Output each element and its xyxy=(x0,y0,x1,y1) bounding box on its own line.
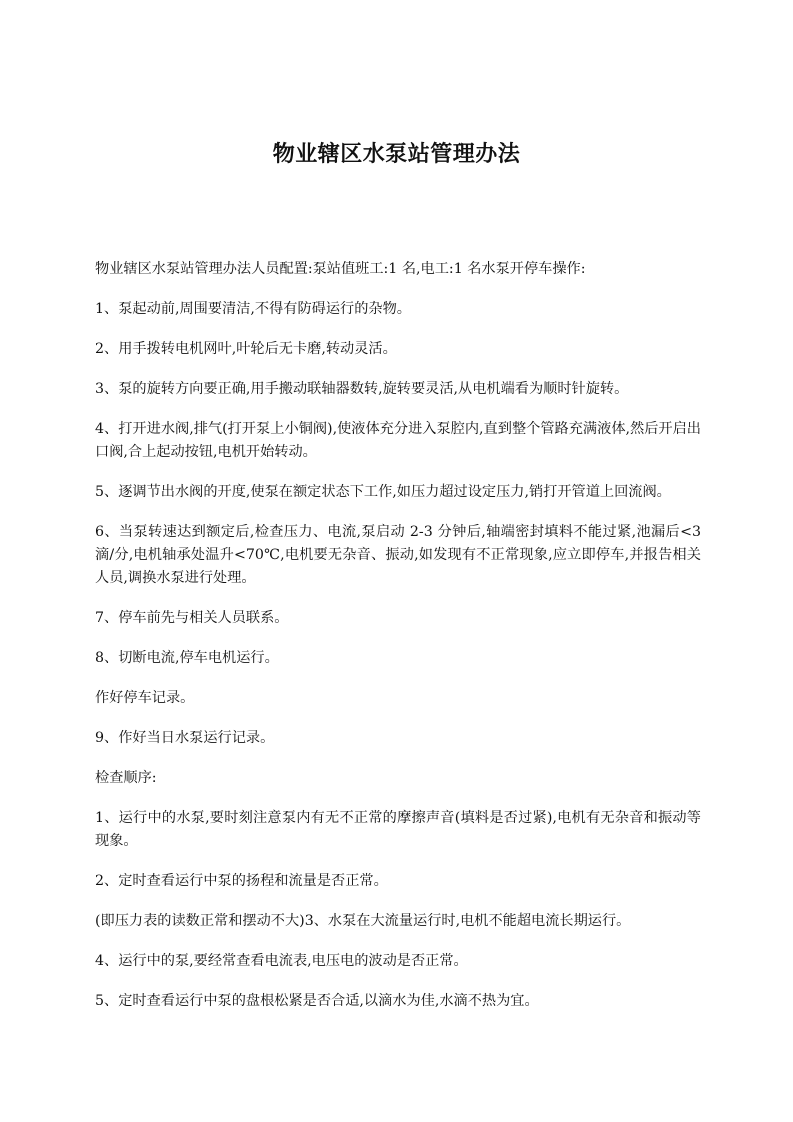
paragraph-step-4: 4、打开进水阀,排气(打开泵上小铜阀),使液体充分进入泵腔内,直到整个管路充满液体,然后开启出口阀,合上起动按钮,电机开始转动。 xyxy=(95,421,701,460)
paragraph-step-5: 5、逐调节出水阀的开度,使泵在额定状态下工作,如压力超过设定压力,销打开管道上回流阀。 xyxy=(95,484,671,500)
paragraph-step-7: 7、停车前先与相关人员联系。 xyxy=(95,610,289,626)
document-body xyxy=(95,258,701,1030)
paragraph-staffing: 物业辖区水泵站管理办法人员配置:泵站值班工:1 名,电工:1 名水泵开停车操作: xyxy=(95,261,586,277)
paragraph-inspection-heading: 检查顺序: xyxy=(95,770,157,786)
paragraph-step-1: 1、泵起动前,周围要清洁,不得有防碍运行的杂物。 xyxy=(95,301,411,317)
paragraph-inspection-2: 2、定时查看运行中泵的扬程和流量是否正常。 xyxy=(95,873,388,889)
paragraph-step-8: 8、切断电流,停车电机运行。 xyxy=(95,650,279,666)
paragraph-step-6: 6、当泵转速达到额定后,检查压力、电流,泵启动 2-3 分钟后,轴端密封填料不能过紧,池漏后<3 滴/分,电机轴承处温升<70℃,电机要无杂音、振动,如发现有不正常现象,应立即停车,并报告相关人员,调换水泵进行处理。 xyxy=(95,524,701,586)
paragraph-stop-record: 作好停车记录。 xyxy=(95,690,195,706)
paragraph-inspection-3: (即压力表的读数正常和摆动不大)3、水泵在大流量运行时,电机不能超电流长期运行。 xyxy=(95,913,631,929)
paragraph-inspection-5: 5、定时查看运行中泵的盘根松紧是否合适,以滴水为佳,水滴不热为宜。 xyxy=(95,993,539,1009)
paragraph-inspection-1: 1、运行中的水泵,要时刻注意泵内有无不正常的摩擦声音(填料是否过紧),电机有无杂音和振动等现象。 xyxy=(95,810,701,849)
paragraph-inspection-4: 4、运行中的泵,要经常查看电流表,电压电的波动是否正常。 xyxy=(95,953,468,969)
paragraph-step-3: 3、泵的旋转方向要正确,用手搬动联轴器数转,旋转要灵活,从电机端看为顺时针旋转。 xyxy=(95,381,629,397)
document-title: 物业辖区水泵站管理办法 xyxy=(272,142,521,167)
paragraph-step-9: 9、作好当日水泵运行记录。 xyxy=(95,730,275,746)
paragraph-step-2: 2、用手拨转电机网叶,叶轮后无卡磨,转动灵活。 xyxy=(95,341,397,357)
